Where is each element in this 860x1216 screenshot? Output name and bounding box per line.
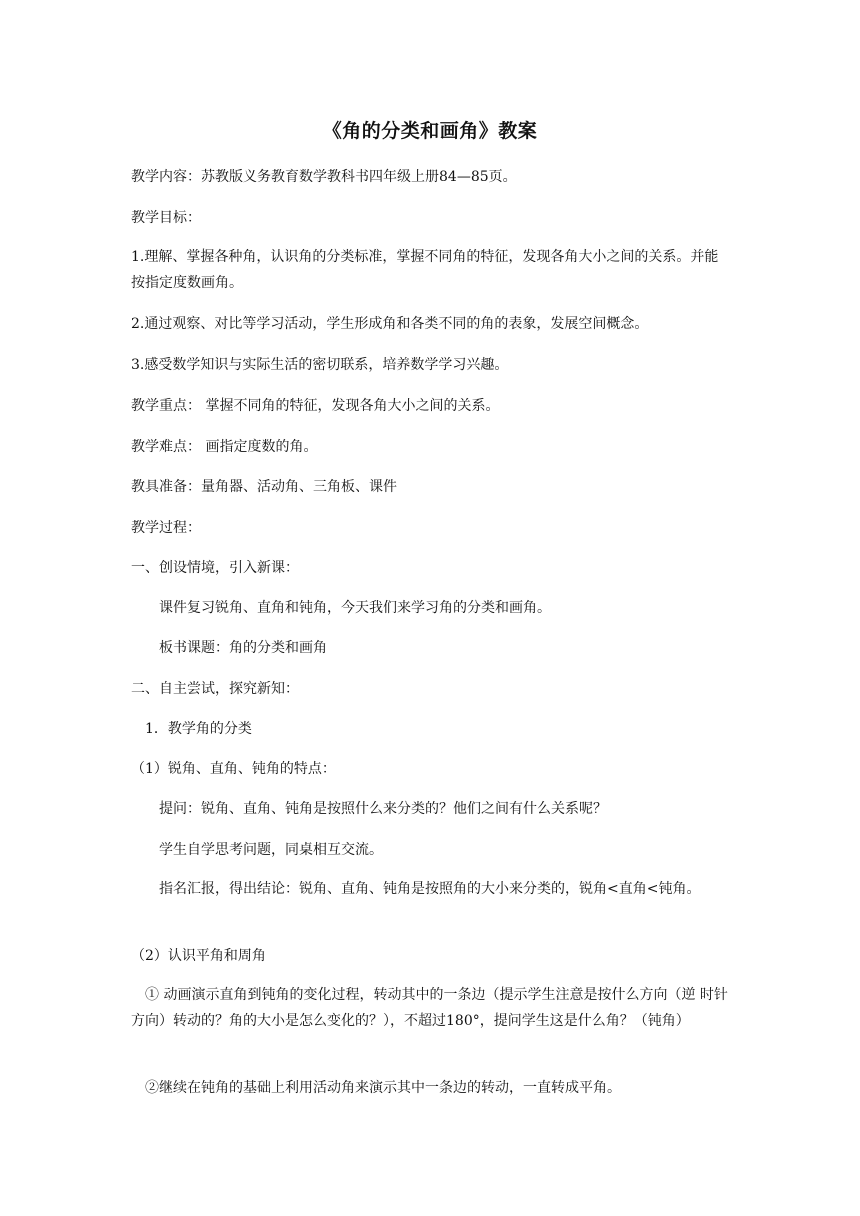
section-2-heading: 二、自主尝试，探究新知： [131,681,299,697]
goal-2: 2.通过观察、对比等学习活动，学生形成角和各类不同的角的表象，发展空间概念。 [131,316,649,332]
step-2-text: ②继续在钝角的基础上利用活动角来演示其中一条边的转动，一直转成平角。 [145,1080,621,1096]
teaching-goals-heading: 教学目标： [131,210,201,226]
sub-1-item-2-heading: （2）认识平角和周角 [131,948,266,964]
materials: 教具准备：量角器、活动角、三角板、课件 [131,479,397,495]
sub-1-heading: 1．教学角的分类 [145,721,252,737]
goal-1: 1.理解、掌握各种角，认识角的分类标准，掌握不同角的特征，发现各角大小之间的关系。并能按指定度数画角。 [131,249,719,291]
section-1-line-2: 板书课题：角的分类和画角 [159,640,327,656]
step-1-text: ① 动画演示直角到钝角的变化过程，转动其中的一条边（提示学生注意是按什么方向（逆 时针方向）转动的？角的大小是怎么变化的？），不超过180°，提问学生这是什么角？（钝角） [131,987,728,1029]
key-point: 教学重点： 掌握不同角的特征，发现各角大小之间的关系。 [131,398,500,414]
student-think-text: 学生自学思考问题，同桌相互交流。 [159,842,383,858]
sub-1-item-1-heading: （1）锐角、直角、钝角的特点： [131,761,336,777]
teaching-content: 教学内容：苏教版义务教育数学教科书四年级上册84—85页。 [131,169,517,185]
document-title: 《角的分类和画角》教案 [322,120,538,142]
difficulty: 教学难点： 画指定度数的角。 [131,439,318,455]
goal-3: 3.感受数学知识与实际生活的密切联系，培养数学学习兴趣。 [131,357,509,373]
conclusion-text: 指名汇报，得出结论：锐角、直角、钝角是按照角的大小来分类的，锐角<直角<钝角。 [159,881,701,897]
process-heading: 教学过程： [131,520,201,536]
question-text: 提问：锐角、直角、钝角是按照什么来分类的？他们之间有什么关系呢？ [159,801,607,817]
section-1-line-1: 课件复习锐角、直角和钝角，今天我们来学习角的分类和画角。 [159,600,551,616]
section-1-heading: 一、创设情境，引入新课： [131,560,299,576]
